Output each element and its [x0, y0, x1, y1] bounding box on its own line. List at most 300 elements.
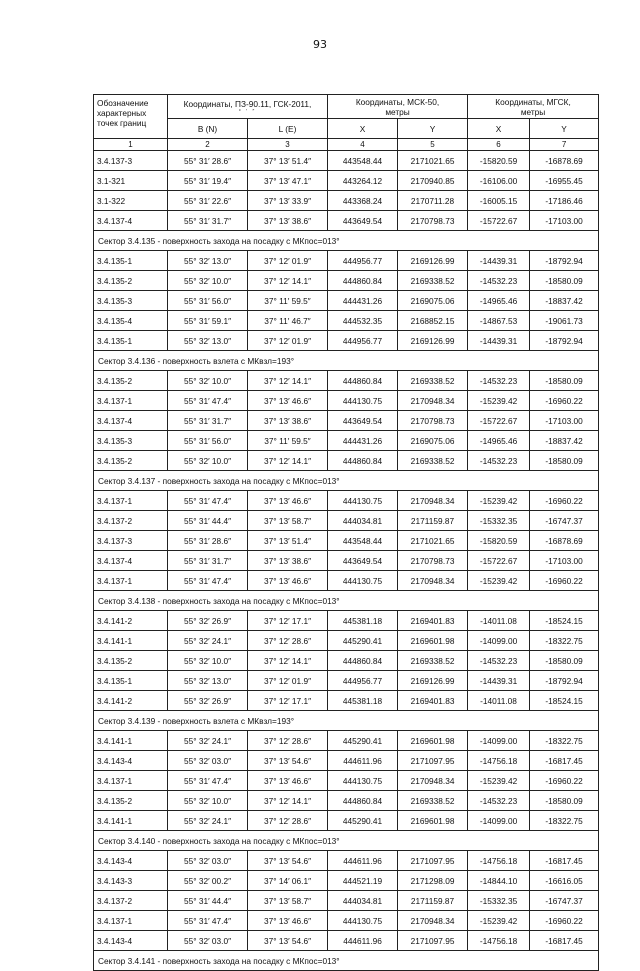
table-cell: -17103.00 [530, 211, 599, 231]
table-cell: 37° 11′ 59.5″ [248, 291, 328, 311]
table-row [94, 891, 599, 911]
header-mgsk-y: Y [530, 119, 599, 139]
table-cell: 3.4.141-2 [94, 611, 168, 631]
table-cell: -14099.00 [468, 811, 530, 831]
table-cell: 443649.54 [328, 411, 398, 431]
table-cell: -16960.22 [530, 911, 599, 931]
table-cell: 2171021.65 [398, 531, 468, 551]
table-row [94, 431, 599, 451]
table-cell: -18580.09 [530, 791, 599, 811]
table-cell: 37° 14′ 06.1″ [248, 871, 328, 891]
table-row [94, 851, 599, 871]
table-cell: -18580.09 [530, 651, 599, 671]
table-cell: 37° 13′ 38.6″ [248, 211, 328, 231]
table-cell: -16878.69 [530, 151, 599, 171]
header-l-e: L (E) [248, 119, 328, 139]
table-cell: -14532.23 [468, 451, 530, 471]
table-cell: 2168852.15 [398, 311, 468, 331]
table-cell: -14532.23 [468, 651, 530, 671]
table-cell: 3.4.135-3 [94, 291, 168, 311]
table-cell: -14756.18 [468, 851, 530, 871]
column-number: 2 [168, 139, 248, 151]
table-cell: 3.4.143-4 [94, 751, 168, 771]
table-cell: -18792.94 [530, 251, 599, 271]
table-cell: -16817.45 [530, 851, 599, 871]
table-cell: 55° 32′ 24.1″ [168, 811, 248, 831]
table-cell: -18837.42 [530, 431, 599, 451]
table-cell: 37° 12′ 01.9″ [248, 671, 328, 691]
table-cell: -18322.75 [530, 731, 599, 751]
table-cell: -16878.69 [530, 531, 599, 551]
sector-row [94, 831, 599, 851]
table-cell: 444611.96 [328, 751, 398, 771]
table-row [94, 451, 599, 471]
table-cell: -15239.42 [468, 911, 530, 931]
table-cell: -15722.67 [468, 551, 530, 571]
table-cell: 445290.41 [328, 731, 398, 751]
table-cell: 444956.77 [328, 671, 398, 691]
table-cell: -16960.22 [530, 771, 599, 791]
table-cell: -18580.09 [530, 271, 599, 291]
table-cell: 3.1-321 [94, 171, 168, 191]
table-cell: 3.4.137-1 [94, 911, 168, 931]
table-cell: -18524.15 [530, 691, 599, 711]
table-cell: 3.4.135-2 [94, 791, 168, 811]
table-cell: 37° 13′ 46.6″ [248, 571, 328, 591]
table-cell: 443548.44 [328, 531, 398, 551]
table-cell: 3.4.135-2 [94, 651, 168, 671]
table-cell: 444130.75 [328, 391, 398, 411]
sector-label: Сектор 3.4.136 - поверхность взлета с МКвзл=193° [94, 351, 599, 371]
coordinates-table [93, 94, 599, 971]
table-cell: 37° 13′ 58.7″ [248, 511, 328, 531]
table-row [94, 311, 599, 331]
table-cell: 2171021.65 [398, 151, 468, 171]
table-cell: 443649.54 [328, 551, 398, 571]
table-cell: -14965.46 [468, 291, 530, 311]
table-row [94, 271, 599, 291]
table-cell: 37° 11′ 59.5″ [248, 431, 328, 451]
table-cell: -18792.94 [530, 331, 599, 351]
table-cell: 444860.84 [328, 451, 398, 471]
table-cell: 2169126.99 [398, 331, 468, 351]
table-cell: 3.4.137-3 [94, 531, 168, 551]
sector-label: Сектор 3.4.140 - поверхность захода на посадку с МКпос=013° [94, 831, 599, 851]
table-cell: 2169126.99 [398, 251, 468, 271]
column-number: 4 [328, 139, 398, 151]
table-cell: 3.4.135-1 [94, 671, 168, 691]
table-cell: 443368.24 [328, 191, 398, 211]
table-cell: 55° 31′ 31.7″ [168, 211, 248, 231]
sector-row [94, 351, 599, 371]
table-cell: -17103.00 [530, 551, 599, 571]
table-cell: 444611.96 [328, 931, 398, 951]
table-row [94, 391, 599, 411]
table-cell: 37° 13′ 51.4″ [248, 151, 328, 171]
table-cell: 2171159.87 [398, 511, 468, 531]
sector-label: Сектор 3.4.135 - поверхность захода на посадку с МКпос=013° [94, 231, 599, 251]
table-cell: 37° 12′ 14.1″ [248, 271, 328, 291]
header-msk-y: Y [398, 119, 468, 139]
header-msk-x: X [328, 119, 398, 139]
table-cell: -14011.08 [468, 611, 530, 631]
table-cell: 3.1-322 [94, 191, 168, 211]
table-cell: 55° 32′ 13.0″ [168, 251, 248, 271]
table-cell: 444130.75 [328, 491, 398, 511]
table-cell: 3.4.137-1 [94, 771, 168, 791]
header-mgsk-x: X [468, 119, 530, 139]
table-cell: 3.4.137-4 [94, 411, 168, 431]
table-cell: 444860.84 [328, 651, 398, 671]
table-cell: 2169338.52 [398, 791, 468, 811]
table-cell: 55° 31′ 47.4″ [168, 911, 248, 931]
table-row [94, 731, 599, 751]
table-cell: 444611.96 [328, 851, 398, 871]
table-cell: 3.4.135-4 [94, 311, 168, 331]
table-row [94, 151, 599, 171]
table-cell: 2169601.98 [398, 811, 468, 831]
table-cell: 55° 32′ 10.0″ [168, 451, 248, 471]
table-cell: 3.4.137-4 [94, 551, 168, 571]
table-row [94, 571, 599, 591]
table-body [94, 151, 599, 971]
table-cell: 444034.81 [328, 891, 398, 911]
table-row [94, 511, 599, 531]
sector-row [94, 591, 599, 611]
table-cell: -14439.31 [468, 251, 530, 271]
table-cell: -16005.15 [468, 191, 530, 211]
header-msk50-group: Координаты, МСК-50, метры [328, 95, 468, 119]
table-cell: 55° 32′ 03.0″ [168, 751, 248, 771]
sector-label: Сектор 3.4.138 - поверхность захода на посадку с МКпос=013° [94, 591, 599, 611]
table-cell: 37° 13′ 47.1″ [248, 171, 328, 191]
table-cell: -16955.45 [530, 171, 599, 191]
table-row [94, 751, 599, 771]
table-cell: -18792.94 [530, 671, 599, 691]
table-cell: -15332.35 [468, 891, 530, 911]
table-row [94, 411, 599, 431]
table-cell: 37° 12′ 14.1″ [248, 371, 328, 391]
table-cell: 3.4.135-2 [94, 371, 168, 391]
table-cell: -16616.05 [530, 871, 599, 891]
table-cell: 2170711.28 [398, 191, 468, 211]
sector-row [94, 471, 599, 491]
table-row [94, 211, 599, 231]
table-cell: 3.4.135-2 [94, 271, 168, 291]
table-row [94, 251, 599, 271]
table-cell: 2171298.09 [398, 871, 468, 891]
table-cell: 55° 32′ 00.2″ [168, 871, 248, 891]
table-row [94, 191, 599, 211]
table-cell: 2170798.73 [398, 551, 468, 571]
table-cell: -14532.23 [468, 371, 530, 391]
table-cell: -18524.15 [530, 611, 599, 631]
column-number: 5 [398, 139, 468, 151]
table-row [94, 691, 599, 711]
table-cell: -14756.18 [468, 931, 530, 951]
table-cell: 37° 12′ 14.1″ [248, 791, 328, 811]
table-row [94, 911, 599, 931]
table-cell: 444521.19 [328, 871, 398, 891]
table-row [94, 171, 599, 191]
sector-label: Сектор 3.4.137 - поверхность захода на посадку с МКпос=013° [94, 471, 599, 491]
table-row [94, 931, 599, 951]
table-cell: 55° 31′ 59.1″ [168, 311, 248, 331]
table-cell: 2170948.34 [398, 571, 468, 591]
table-cell: -16747.37 [530, 891, 599, 911]
table-cell: 445381.18 [328, 611, 398, 631]
table-row [94, 551, 599, 571]
table-cell: 55° 32′ 26.9″ [168, 611, 248, 631]
header-point-designation: Обозначение характерных точек границ [94, 95, 168, 139]
table-cell: 55° 31′ 47.4″ [168, 771, 248, 791]
table-row [94, 331, 599, 351]
table-cell: 3.4.135-1 [94, 331, 168, 351]
table-cell: 37° 12′ 17.1″ [248, 611, 328, 631]
table-cell: 2171097.95 [398, 851, 468, 871]
table-row [94, 791, 599, 811]
table-cell: -16960.22 [530, 491, 599, 511]
table-cell: 444956.77 [328, 331, 398, 351]
table-row [94, 651, 599, 671]
table-cell: 55° 31′ 47.4″ [168, 571, 248, 591]
table-cell: 55° 32′ 24.1″ [168, 631, 248, 651]
table-cell: 3.4.141-1 [94, 731, 168, 751]
table-row [94, 671, 599, 691]
table-cell: -15722.67 [468, 211, 530, 231]
table-cell: -18580.09 [530, 371, 599, 391]
table-cell: 444431.26 [328, 431, 398, 451]
table-cell: 2169075.06 [398, 431, 468, 451]
table-cell: 55° 31′ 56.0″ [168, 291, 248, 311]
column-number: 6 [468, 139, 530, 151]
table-cell: 37° 12′ 14.1″ [248, 451, 328, 471]
table-cell: 55° 31′ 44.4″ [168, 511, 248, 531]
table-cell: 37° 13′ 46.6″ [248, 911, 328, 931]
sector-row [94, 951, 599, 971]
table-cell: 37° 13′ 54.6″ [248, 751, 328, 771]
table-cell: 3.4.135-3 [94, 431, 168, 451]
table-cell: 444532.35 [328, 311, 398, 331]
table-cell: 2169338.52 [398, 651, 468, 671]
table-cell: 444130.75 [328, 771, 398, 791]
table-cell: 55° 32′ 10.0″ [168, 271, 248, 291]
table-cell: 2170798.73 [398, 411, 468, 431]
table-cell: 2171097.95 [398, 751, 468, 771]
table-cell: 55° 32′ 10.0″ [168, 791, 248, 811]
table-cell: 2170948.34 [398, 911, 468, 931]
table-cell: 55° 31′ 22.6″ [168, 191, 248, 211]
table-cell: 37° 12′ 01.9″ [248, 251, 328, 271]
table-cell: 3.4.141-2 [94, 691, 168, 711]
table-cell: -14099.00 [468, 631, 530, 651]
table-cell: -15239.42 [468, 491, 530, 511]
table-row [94, 811, 599, 831]
table-cell: 37° 13′ 38.6″ [248, 411, 328, 431]
table-cell: 55° 31′ 47.4″ [168, 491, 248, 511]
table-cell: 3.4.135-1 [94, 251, 168, 271]
table-cell: 444431.26 [328, 291, 398, 311]
table-cell: 55° 31′ 31.7″ [168, 551, 248, 571]
table-cell: -15239.42 [468, 391, 530, 411]
table-cell: 444130.75 [328, 911, 398, 931]
table-cell: 3.4.137-4 [94, 211, 168, 231]
table-cell: 37° 12′ 28.6″ [248, 631, 328, 651]
table-row [94, 371, 599, 391]
table-cell: 443264.12 [328, 171, 398, 191]
table-cell: -14099.00 [468, 731, 530, 751]
table-row [94, 611, 599, 631]
table-cell: 55° 32′ 13.0″ [168, 331, 248, 351]
sector-row [94, 711, 599, 731]
page-number: 93 [313, 38, 327, 51]
table-cell: -16106.00 [468, 171, 530, 191]
table-cell: -18837.42 [530, 291, 599, 311]
sector-label: Сектор 3.4.139 - поверхность взлета с МКвзл=193° [94, 711, 599, 731]
table-cell: 55° 31′ 44.4″ [168, 891, 248, 911]
table-cell: 3.4.135-2 [94, 451, 168, 471]
table-cell: -19061.73 [530, 311, 599, 331]
table-cell: 2171097.95 [398, 931, 468, 951]
table-cell: -15239.42 [468, 771, 530, 791]
table-cell: -14532.23 [468, 791, 530, 811]
table-cell: 445290.41 [328, 811, 398, 831]
column-number: 3 [248, 139, 328, 151]
table-cell: 2169601.98 [398, 731, 468, 751]
table-cell: -18322.75 [530, 631, 599, 651]
table-cell: 3.4.137-1 [94, 491, 168, 511]
table-cell: 37° 13′ 46.6″ [248, 391, 328, 411]
table-cell: 55° 31′ 31.7″ [168, 411, 248, 431]
table-cell: 3.4.137-2 [94, 891, 168, 911]
table-cell: 55° 32′ 24.1″ [168, 731, 248, 751]
table-cell: -17186.46 [530, 191, 599, 211]
table-cell: 2169401.83 [398, 691, 468, 711]
table-cell: -15820.59 [468, 531, 530, 551]
table-cell: -16960.22 [530, 571, 599, 591]
table-cell: 2169338.52 [398, 271, 468, 291]
table-cell: 2169126.99 [398, 671, 468, 691]
table-cell: 37° 13′ 58.7″ [248, 891, 328, 911]
table-cell: -14844.10 [468, 871, 530, 891]
table-cell: 37° 11′ 46.7″ [248, 311, 328, 331]
table-cell: 55° 32′ 03.0″ [168, 931, 248, 951]
table-cell: 2170948.34 [398, 491, 468, 511]
table-cell: 2171159.87 [398, 891, 468, 911]
table-cell: 37° 12′ 01.9″ [248, 331, 328, 351]
column-number: 7 [530, 139, 599, 151]
table-cell: 55° 32′ 26.9″ [168, 691, 248, 711]
table-cell: 2169401.83 [398, 611, 468, 631]
table-cell: 3.4.143-3 [94, 871, 168, 891]
table-cell: 3.4.137-1 [94, 571, 168, 591]
table-cell: 2169075.06 [398, 291, 468, 311]
table-cell: 37° 13′ 54.6″ [248, 851, 328, 871]
table-cell: 444860.84 [328, 271, 398, 291]
table-cell: 37° 12′ 28.6″ [248, 731, 328, 751]
header-pz90-group: Координаты, ПЗ-90.11, ГСК-2011, ° ′ ″ [168, 95, 328, 119]
table-cell: -14965.46 [468, 431, 530, 451]
table-cell: 3.4.143-4 [94, 931, 168, 951]
table-cell: 3.4.137-1 [94, 391, 168, 411]
table-cell: -15239.42 [468, 571, 530, 591]
table-cell: 55° 31′ 47.4″ [168, 391, 248, 411]
table-cell: 444034.81 [328, 511, 398, 531]
table-cell: 37° 12′ 17.1″ [248, 691, 328, 711]
table-cell: 3.4.137-2 [94, 511, 168, 531]
table-cell: -15722.67 [468, 411, 530, 431]
table-cell: 37° 12′ 28.6″ [248, 811, 328, 831]
table-cell: 2170940.85 [398, 171, 468, 191]
header-mgsk-group: Координаты, МГСК, метры [468, 95, 599, 119]
table-cell: 37° 13′ 51.4″ [248, 531, 328, 551]
table-cell: 55° 31′ 56.0″ [168, 431, 248, 451]
table-cell: 3.4.143-4 [94, 851, 168, 871]
table-row [94, 531, 599, 551]
header-b-n: B (N) [168, 119, 248, 139]
table-cell: 2169338.52 [398, 451, 468, 471]
sector-label: Сектор 3.4.141 - поверхность захода на посадку с МКпос=013° [94, 951, 599, 971]
table-cell: 37° 12′ 14.1″ [248, 651, 328, 671]
table-cell: 55° 32′ 10.0″ [168, 651, 248, 671]
table-cell: 37° 13′ 46.6″ [248, 771, 328, 791]
column-number: 1 [94, 139, 168, 151]
table-row [94, 871, 599, 891]
table-cell: 444956.77 [328, 251, 398, 271]
table-cell: 37° 13′ 46.6″ [248, 491, 328, 511]
table-cell: -18580.09 [530, 451, 599, 471]
table-cell: -15332.35 [468, 511, 530, 531]
table-cell: -14756.18 [468, 751, 530, 771]
table-cell: -16960.22 [530, 391, 599, 411]
table-cell: 3.4.141-1 [94, 811, 168, 831]
table-row [94, 291, 599, 311]
table-cell: 37° 13′ 54.6″ [248, 931, 328, 951]
table-cell: -14439.31 [468, 331, 530, 351]
table-cell: -16817.45 [530, 751, 599, 771]
table-row [94, 631, 599, 651]
table-cell: 3.4.137-3 [94, 151, 168, 171]
table-cell: 37° 13′ 38.6″ [248, 551, 328, 571]
table-cell: -16747.37 [530, 511, 599, 531]
table-cell: 55° 31′ 19.4″ [168, 171, 248, 191]
table-row [94, 771, 599, 791]
table-cell: 55° 31′ 28.6″ [168, 151, 248, 171]
table-cell: 2170948.34 [398, 771, 468, 791]
table-cell: -14011.08 [468, 691, 530, 711]
table-cell: 2170798.73 [398, 211, 468, 231]
table-cell: 37° 13′ 33.9″ [248, 191, 328, 211]
table-cell: 445381.18 [328, 691, 398, 711]
table-cell: -14532.23 [468, 271, 530, 291]
table-cell: -17103.00 [530, 411, 599, 431]
table-cell: 55° 32′ 03.0″ [168, 851, 248, 871]
sector-row [94, 231, 599, 251]
table-cell: 55° 32′ 13.0″ [168, 671, 248, 691]
table-cell: 2169338.52 [398, 371, 468, 391]
table-cell: -15820.59 [468, 151, 530, 171]
table-cell: 444130.75 [328, 571, 398, 591]
table-cell: 443649.54 [328, 211, 398, 231]
table-cell: 3.4.141-1 [94, 631, 168, 651]
table-cell: 443548.44 [328, 151, 398, 171]
table-row [94, 491, 599, 511]
table-cell: 444860.84 [328, 371, 398, 391]
table-cell: 444860.84 [328, 791, 398, 811]
table-cell: 2169601.98 [398, 631, 468, 651]
table-cell: 55° 32′ 10.0″ [168, 371, 248, 391]
table-cell: 445290.41 [328, 631, 398, 651]
